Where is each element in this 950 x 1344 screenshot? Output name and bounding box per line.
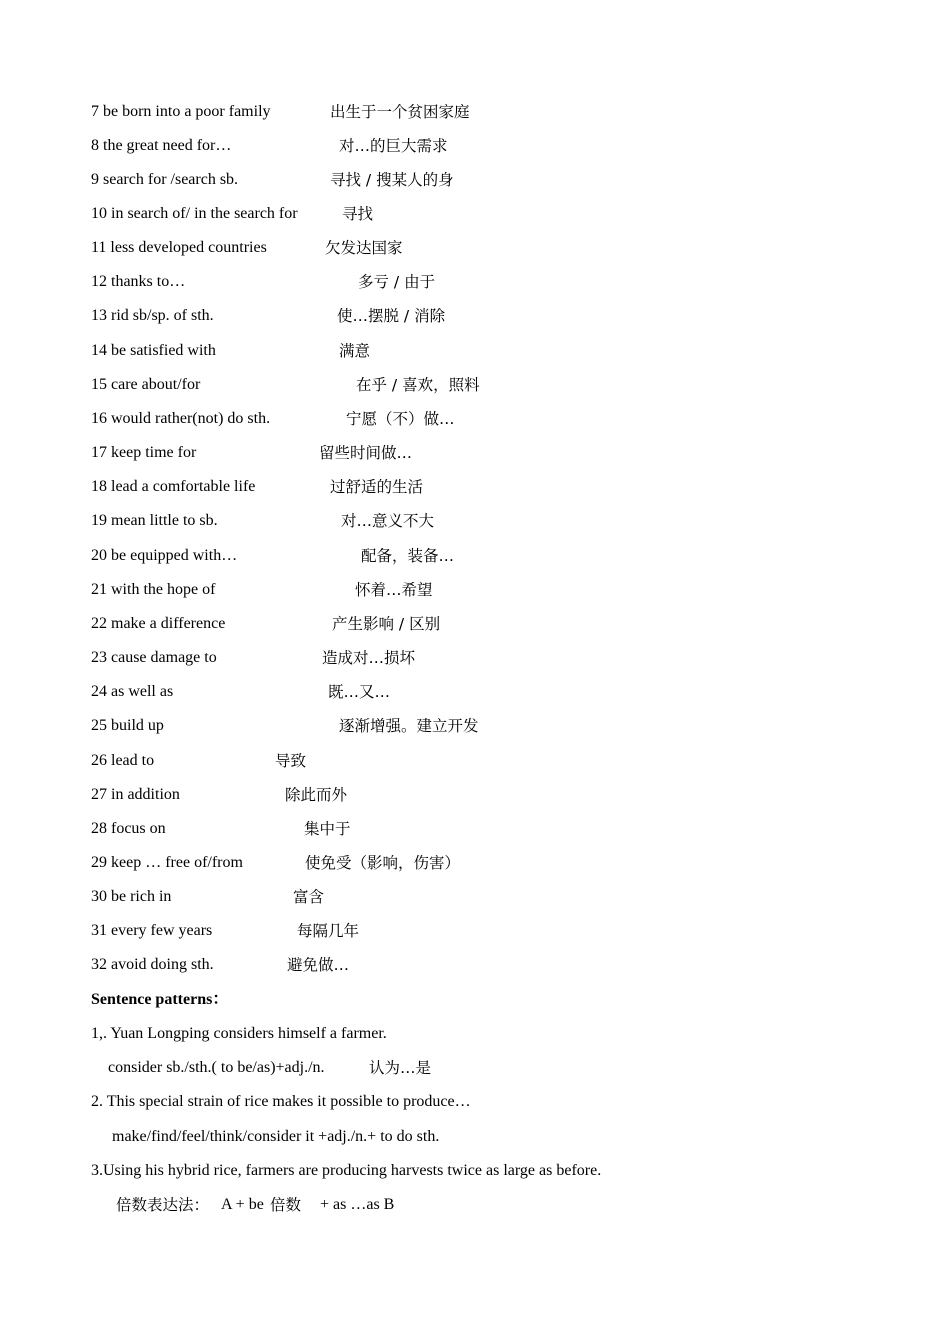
- section-heading: Sentence patterns：: [91, 991, 229, 1008]
- example-sentence: 2. This special strain of rice makes it possible to produce…: [91, 1093, 471, 1110]
- phrase-en: 18 lead a comfortable life: [91, 478, 256, 495]
- phrase-zh: 多亏 / 由于: [358, 273, 436, 291]
- phrase-en: 21 with the hope of: [91, 581, 216, 598]
- phrase-zh: 过舒适的生活: [330, 478, 424, 496]
- phrase-zh: 在乎 / 喜欢，照料: [356, 376, 480, 394]
- pattern-formula-mid: 倍数: [270, 1196, 302, 1214]
- phrase-zh: 欠发达国家: [325, 239, 403, 257]
- pattern-meaning: 认为…是: [369, 1059, 432, 1077]
- phrase-zh: 使…摆脱 / 消除: [337, 307, 446, 325]
- phrase-zh: 造成对…损坏: [322, 649, 416, 667]
- phrase-en: 17 keep time for: [91, 444, 197, 461]
- phrase-en: 30 be rich in: [91, 888, 172, 905]
- phrase-zh: 寻找: [342, 205, 374, 223]
- phrase-zh: 逐渐增强。建立开发: [339, 717, 479, 735]
- phrase-en: 26 lead to: [91, 752, 155, 769]
- phrase-zh: 集中于: [304, 820, 351, 838]
- phrase-en: 15 care about/for: [91, 376, 201, 393]
- phrase-en: 29 keep … free of/from: [91, 854, 243, 871]
- pattern-label: 倍数表达法：: [116, 1196, 210, 1214]
- phrase-en: 31 every few years: [91, 922, 213, 939]
- phrase-en: 7 be born into a poor family: [91, 103, 271, 120]
- phrase-en: 20 be equipped with…: [91, 547, 238, 564]
- phrase-en: 8 the great need for…: [91, 137, 232, 154]
- phrase-en: 13 rid sb/sp. of sth.: [91, 307, 214, 324]
- phrase-en: 24 as well as: [91, 683, 174, 700]
- pattern-formula: make/find/feel/think/consider it +adj./n.+ to do sth.: [112, 1128, 440, 1145]
- phrase-zh: 每隔几年: [297, 922, 360, 940]
- phrase-zh: 富含: [293, 888, 325, 906]
- phrase-en: 11 less developed countries: [91, 239, 267, 256]
- pattern-formula-a: A + be: [221, 1196, 264, 1213]
- phrase-zh: 既…又…: [328, 683, 391, 701]
- phrase-en: 12 thanks to…: [91, 273, 186, 290]
- phrase-zh: 寻找 / 搜某人的身: [330, 171, 454, 189]
- phrase-en: 23 cause damage to: [91, 649, 217, 666]
- phrase-zh: 产生影响 / 区别: [332, 615, 441, 633]
- phrase-en: 16 would rather(not) do sth.: [91, 410, 271, 427]
- phrase-zh: 对…的巨大需求: [339, 137, 448, 155]
- phrase-en: 32 avoid doing sth.: [91, 956, 214, 973]
- phrase-en: 19 mean little to sb.: [91, 512, 218, 529]
- phrase-zh: 宁愿（不）做…: [346, 410, 455, 428]
- pattern-formula-b: + as …as B: [320, 1196, 395, 1213]
- phrase-en: 10 in search of/ in the search for: [91, 205, 298, 222]
- phrase-en: 14 be satisfied with: [91, 342, 216, 359]
- phrase-zh: 满意: [339, 342, 371, 360]
- phrase-zh: 除此而外: [285, 786, 348, 804]
- phrase-en: 9 search for /search sb.: [91, 171, 239, 188]
- phrase-en: 22 make a difference: [91, 615, 226, 632]
- phrase-zh: 怀着…希望: [355, 581, 433, 599]
- phrase-zh: 导致: [275, 752, 307, 770]
- phrase-en: 27 in addition: [91, 786, 180, 803]
- pattern-formula: consider sb./sth.( to be/as)+adj./n.: [108, 1059, 325, 1076]
- example-sentence: 3.Using his hybrid rice, farmers are producing harvests twice as large as before.: [91, 1162, 602, 1179]
- phrase-zh: 使免受（影响，伤害）: [305, 854, 461, 872]
- phrase-zh: 避免做…: [287, 956, 350, 974]
- phrase-en: 25 build up: [91, 717, 164, 734]
- phrase-zh: 配备，装备…: [361, 547, 455, 565]
- phrase-zh: 出生于一个贫困家庭: [330, 103, 470, 121]
- phrase-zh: 对…意义不大: [341, 512, 435, 530]
- example-sentence: 1,. Yuan Longping considers himself a farmer.: [91, 1025, 387, 1042]
- phrase-zh: 留些时间做…: [319, 444, 413, 462]
- phrase-en: 28 focus on: [91, 820, 166, 837]
